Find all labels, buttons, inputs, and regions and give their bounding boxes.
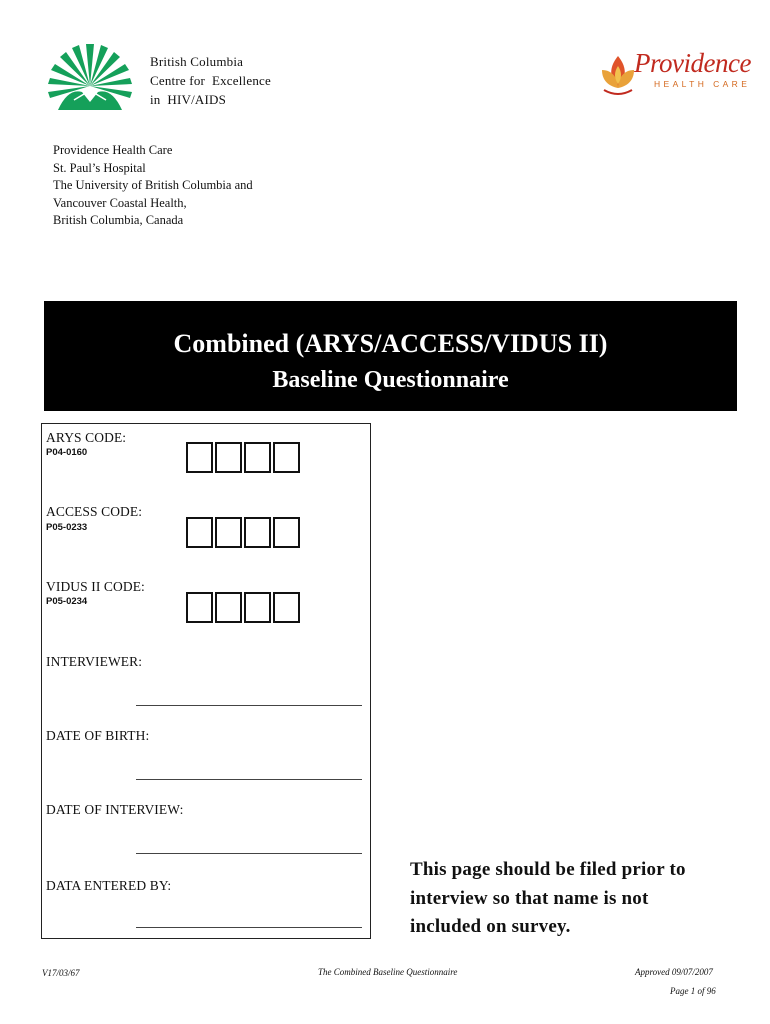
date-of-birth-label: DATE OF BIRTH: — [46, 728, 150, 743]
date-of-birth-line[interactable] — [136, 779, 362, 780]
interviewer-label: INTERVIEWER: — [46, 654, 143, 669]
code-digit-box[interactable] — [273, 592, 300, 623]
code-digit-box[interactable] — [273, 517, 300, 548]
code-digit-box[interactable] — [215, 592, 242, 623]
vidus-code-label: VIDUS II CODE: — [46, 579, 145, 594]
code-digit-box[interactable] — [215, 517, 242, 548]
access-code-boxes — [186, 517, 300, 548]
date-of-interview-label: DATE OF INTERVIEW: — [46, 802, 184, 817]
code-digit-box[interactable] — [244, 442, 271, 473]
data-entered-by-line[interactable] — [136, 927, 362, 928]
access-code-label: ACCESS CODE: — [46, 504, 143, 519]
providence-wordmark: Providence — [634, 48, 751, 78]
affiliations-block — [53, 142, 253, 230]
health-care-wordmark: HEALTH CARE — [654, 79, 751, 89]
footer-page-number: Page 1 of 96 — [670, 986, 716, 996]
code-digit-box[interactable] — [244, 592, 271, 623]
date-of-interview-line[interactable] — [136, 853, 362, 854]
flame-flower-icon — [598, 50, 638, 98]
code-digit-box[interactable] — [186, 442, 213, 473]
filing-note-line: This page should be filed prior to — [410, 859, 686, 880]
affiliation-line: St. Paul’s Hospital — [53, 160, 146, 175]
footer-approved-date: Approved 09/07/2007 — [635, 967, 713, 977]
vidus-code-boxes — [186, 592, 300, 623]
affiliation-line: Vancouver Coastal Health, — [53, 195, 187, 210]
bc-centre-logo — [48, 42, 132, 114]
affiliation-line: Providence Health Care — [53, 143, 173, 157]
footer-document-title: The Combined Baseline Questionnaire — [318, 967, 458, 977]
code-digit-box[interactable] — [215, 442, 242, 473]
affiliation-line: British Columbia, Canada — [53, 213, 184, 227]
code-digit-box[interactable] — [186, 517, 213, 548]
arys-code-boxes — [186, 442, 300, 473]
arys-code-label: ARYS CODE: — [46, 430, 127, 445]
bc-org-line-2: Centre for Excellence — [150, 73, 271, 88]
access-code-number: P05-0233 — [46, 522, 88, 533]
bc-centre-name — [150, 52, 271, 109]
interviewer-line[interactable] — [136, 705, 362, 706]
filing-note — [410, 856, 686, 942]
code-digit-box[interactable] — [273, 442, 300, 473]
code-entry-box — [41, 423, 371, 939]
sunburst-rays — [48, 44, 132, 98]
footer-version: V17/03/67 — [42, 968, 80, 978]
code-digit-box[interactable] — [244, 517, 271, 548]
title-banner — [44, 301, 737, 411]
providence-logo — [598, 46, 751, 102]
code-digit-box[interactable] — [186, 592, 213, 623]
questionnaire-title: Combined (ARYS/ACCESS/VIDUS II) — [173, 329, 608, 358]
bc-org-line-1: British Columbia — [150, 54, 244, 69]
filing-note-line: interview so that name is not — [410, 887, 649, 909]
hands-icon — [58, 91, 122, 110]
bc-org-line-3: in HIV/AIDS — [150, 92, 227, 107]
vidus-code-number: P05-0234 — [46, 596, 88, 607]
questionnaire-subtitle: Baseline Questionnaire — [272, 367, 509, 393]
data-entered-by-label: DATA ENTERED BY: — [46, 878, 172, 893]
filing-note-line: included on survey. — [410, 916, 571, 937]
affiliation-line: The University of British Columbia and — [53, 178, 253, 192]
arys-code-number: P04-0160 — [46, 447, 88, 458]
